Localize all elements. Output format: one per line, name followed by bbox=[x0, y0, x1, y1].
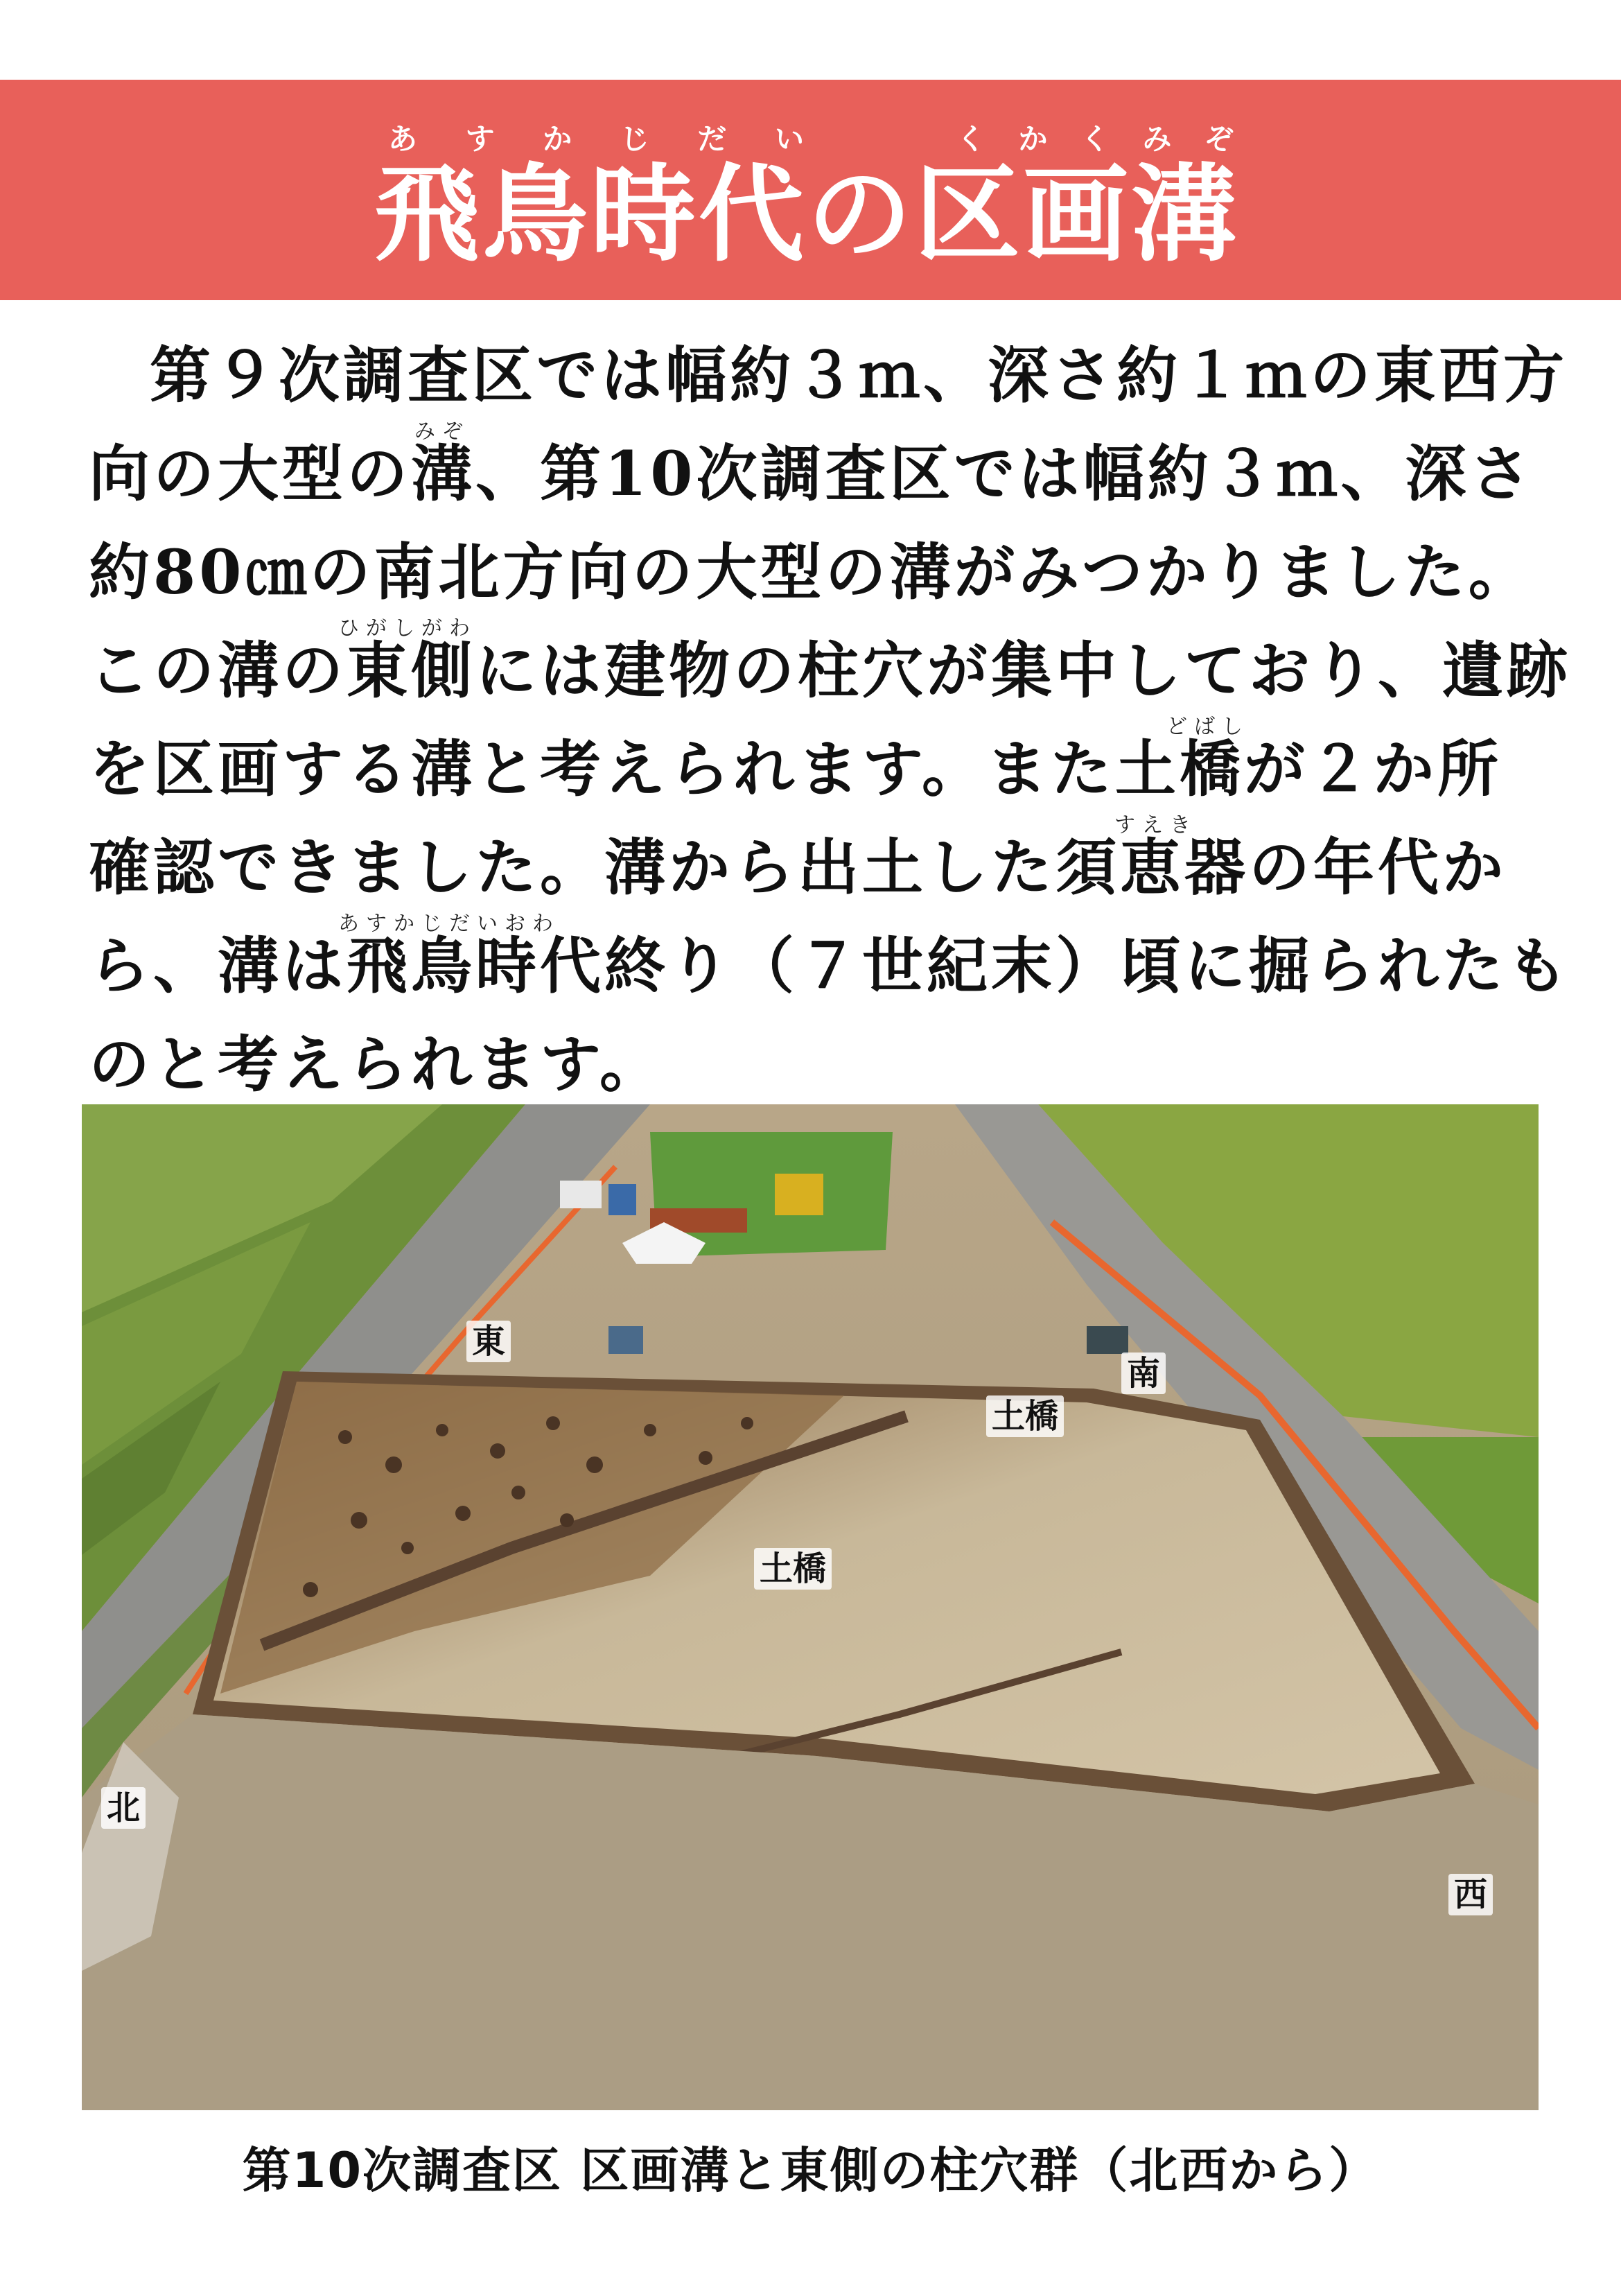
label-dobashi-2: 土橋 bbox=[754, 1548, 832, 1590]
ruby-char: か bbox=[1018, 122, 1048, 156]
body-line: 約80㎝の南北方向の大型の溝がみつかりました。 bbox=[89, 536, 1533, 608]
label-east: 東 bbox=[466, 1321, 511, 1362]
body-paragraph bbox=[89, 326, 1572, 1113]
label-west: 西 bbox=[1448, 1874, 1493, 1915]
ruby-char: じ bbox=[620, 122, 649, 156]
body-line: みぞ 向の大型の溝、第10次調査区では幅約３ｍ、深さ bbox=[89, 419, 1534, 510]
ruby-char: く bbox=[956, 122, 986, 156]
body-line: ひがしがわ この溝の東側には建物の柱穴が集中しており、遺跡 bbox=[89, 616, 1572, 706]
ruby-char: み bbox=[1142, 122, 1172, 156]
body-line: どばし を区画する溝と考えられます。また土橋が２か所 bbox=[89, 715, 1502, 805]
ruby-mizo: みぞ bbox=[414, 419, 470, 444]
excavation-aerial-photo bbox=[82, 1104, 1539, 2110]
aerial-photo-illustration bbox=[82, 1104, 1539, 2110]
label-north: 北 bbox=[101, 1787, 146, 1829]
label-south: 南 bbox=[1121, 1353, 1166, 1394]
ruby-char: か bbox=[543, 122, 572, 156]
page-title: 飛鳥時代の区画溝 bbox=[374, 153, 1239, 276]
body-line: すえき 確認できました。溝から出土した須恵器の年代か bbox=[89, 813, 1507, 903]
body-line: のと考えられます。 bbox=[89, 1028, 664, 1100]
title-ruby-right bbox=[956, 116, 1234, 156]
title-ruby-left bbox=[388, 116, 804, 156]
photo-caption: 第10次調査区 区画溝と東側の柱穴群（北西から） bbox=[242, 2142, 1379, 2199]
body-line: 第９次調査区では幅約３ｍ、深さ約１ｍの東西方 bbox=[150, 339, 1568, 411]
ruby-char: あ bbox=[388, 122, 418, 156]
ruby-char: い bbox=[774, 122, 804, 156]
ruby-char: だ bbox=[697, 122, 727, 156]
label-dobashi-1: 土橋 bbox=[986, 1395, 1064, 1437]
ruby-sueki: すえき bbox=[1114, 813, 1198, 837]
ruby-asukajidaiowari: あすかじだいおわ bbox=[338, 912, 560, 936]
ruby-char: す bbox=[465, 122, 495, 156]
ruby-char: く bbox=[1080, 122, 1110, 156]
body-line: あすかじだいおわ ら、溝は飛鳥時代終り（７世紀末）頃に掘られたも bbox=[89, 912, 1572, 1002]
ruby-char: ぞ bbox=[1204, 122, 1234, 156]
ruby-dobashi: どばし bbox=[1166, 715, 1250, 739]
ruby-higashigawa: ひがしがわ bbox=[338, 616, 477, 641]
